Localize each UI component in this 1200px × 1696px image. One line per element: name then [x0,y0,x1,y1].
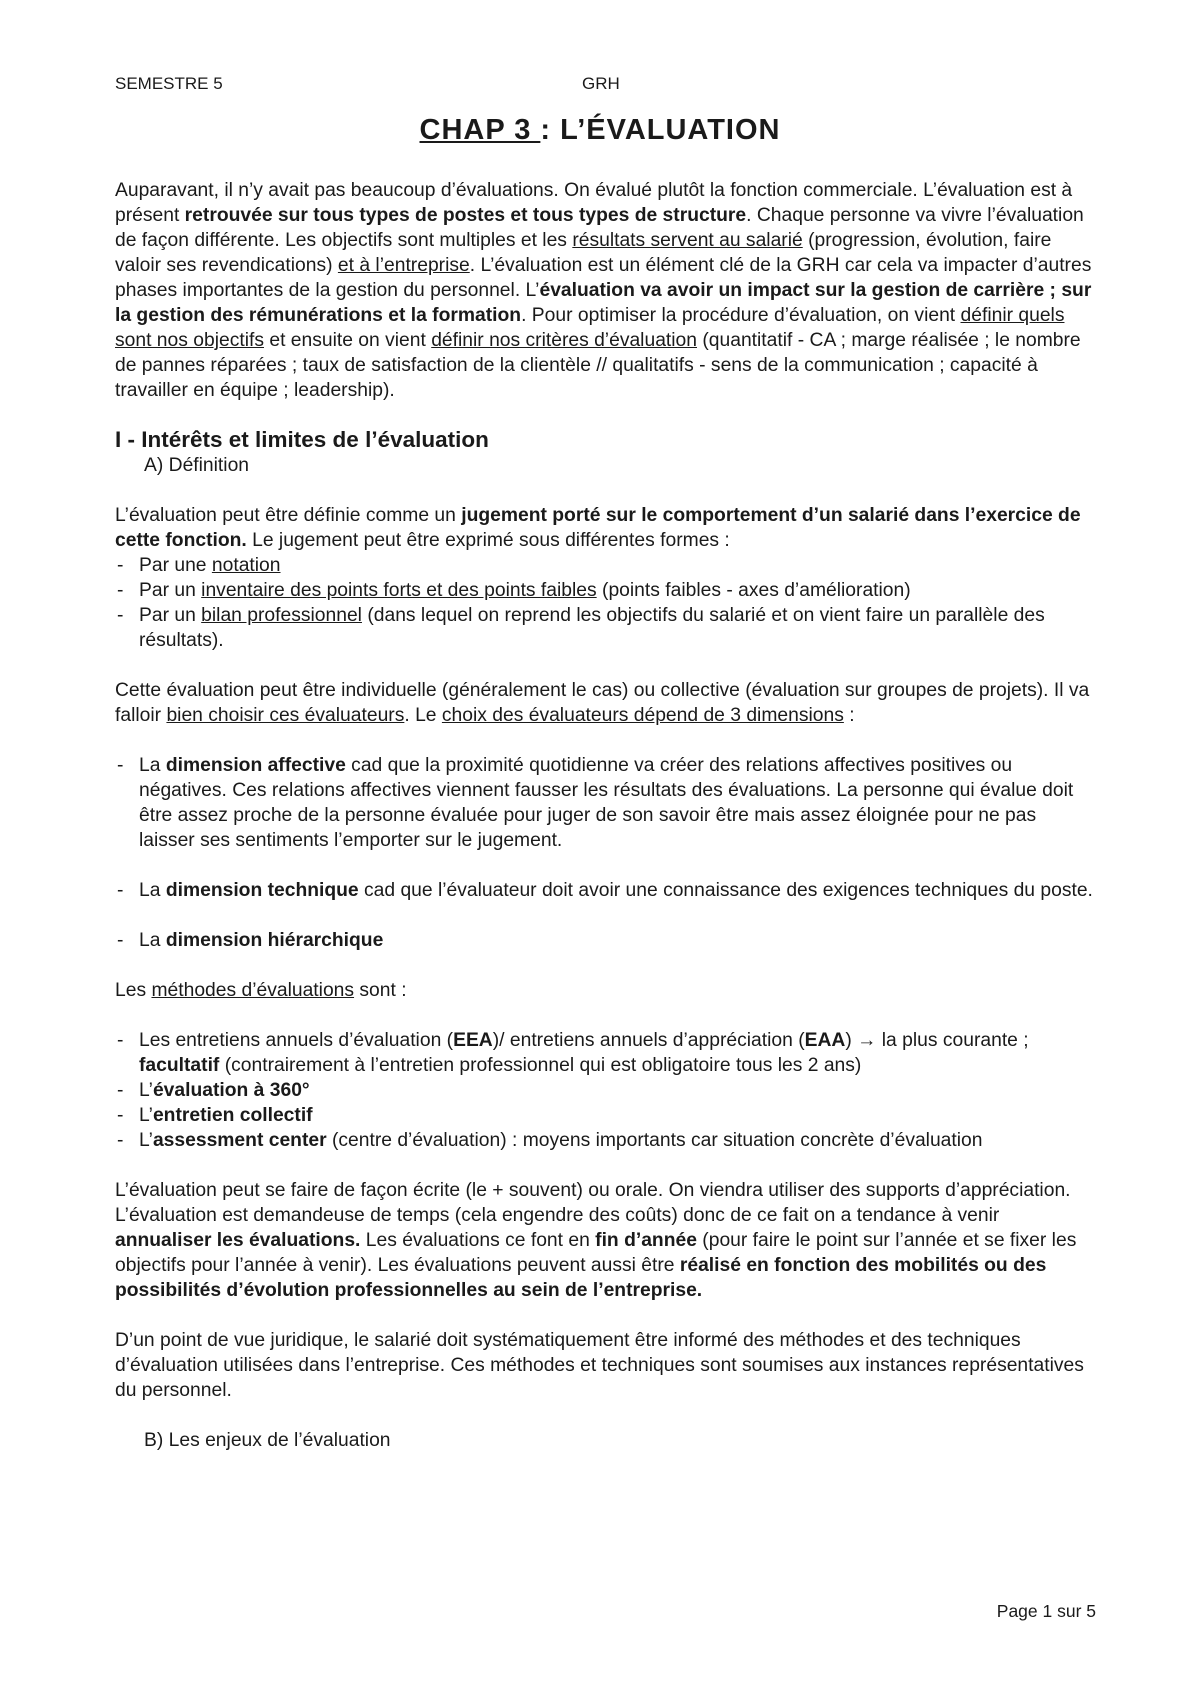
text-run: . L’évaluation est un élément clé de la GRH car cela va impacter d’autres phases importantes de la gestion du personnel. L’ [115,255,1092,301]
text-run: . Pour optimiser la procédure d’évaluation, on vient [521,305,961,326]
underlined-run: et à l’entreprise [337,255,470,276]
text-run: Par un [139,580,202,601]
text-run: Auparavant, il n’y avait pas beaucoup d’évaluations. On évalué plutôt la fonction commerciale. L’évaluation est à présent [115,180,1073,226]
underlined-run: bilan professionnel [201,605,362,626]
text-run: L’évaluation peut se faire de façon écrite (le + souvent) ou orale. On viendra utiliser des supports d’appréciation. L’évaluation est demandeuse de temps (cela engendre des coûts) donc de ce fait on a tendance à venir [115,1180,1071,1226]
text-run: La [139,755,166,776]
underlined-run: définir quels sont nos objectifs [115,305,1065,351]
subsection-b-heading: B) Les enjeux de l’évaluation [144,1430,391,1451]
list-item [115,753,1097,853]
title-chapter: CHAP 3 [419,114,541,146]
page-title [0,114,1200,147]
list-item [115,603,1097,653]
legal-paragraph: D’un point de vue juridique, le salarié doit systématiquement être informé des méthodes et des techniques d’évaluation utilisées dans l’entreprise. Ces méthodes et techniques sont soumises aux instances représentatives du personnel. [115,1330,1084,1401]
text-run: Par une [139,555,212,576]
bold-run: annualiser les évaluations. [115,1230,361,1251]
text-run: . Le [404,705,442,726]
dimension-list [115,928,1097,953]
list-item [115,928,1097,953]
text-run: Par un [139,605,202,626]
text-run: (contrairement à l’entretien professionnel qui est obligatoire tous les 2 ans) [219,1055,862,1076]
underlined-run: choix des évaluateurs dépend de 3 dimensions [441,705,844,726]
bold-run: dimension affective [165,755,346,776]
bold-run: réalisé en fonction des mobilités ou des possibilités d’évolution professionnelles au sein de l’entreprise. [115,1255,1047,1301]
text-run: )/ entretiens annuels d’appréciation ( [492,1030,805,1051]
text-run: : [843,705,855,726]
underlined-run: résultats servent au salarié [572,230,803,251]
text-run: La [139,880,166,901]
list-item [115,1078,1097,1103]
document-body [115,178,1097,1453]
text-run: cad que la proximité quotidienne va créer des relations affectives positives ou négatives. Ces relations affectives viennent fausser les résultats des évaluations. La personne qui évalue doit être assez proche de la personne évaluée pour juger de son savoir être mais assez éloignée pour ne pas laisser ses sentiments l’emporter sur le jugement. [139,755,1074,851]
text-run: Les entretiens annuels d’évaluation ( [139,1030,454,1051]
text-run: (centre d’évaluation) : moyens importants car situation concrète d’évaluation [326,1130,983,1151]
text-run: La [139,930,166,951]
bold-run: facultatif [139,1055,220,1076]
evaluators-paragraph [115,678,1097,728]
bold-run: retrouvée sur tous types de postes et tous types de structure [184,205,747,226]
text-run: ) → la plus courante ; [845,1030,1029,1051]
title-main: L’ÉVALUATION [560,114,781,146]
underlined-run: notation [211,555,281,576]
text-run: (progression, évolution, faire valoir ses revendications) [115,230,1052,276]
list-item [115,1028,1097,1078]
list-item [115,553,1097,578]
bold-run: évaluation va avoir un impact sur la gestion de carrière ; sur la gestion des rémunérations et la formation [115,280,1092,326]
text-run: et ensuite on vient [263,330,432,351]
text-run: . Chaque personne va vivre l’évaluation de façon différente. Les objectifs sont multiples et les [115,205,1084,251]
text-run: L’ [139,1130,153,1151]
underlined-run: définir nos critères d’évaluation [431,330,697,351]
text-run: Les [115,980,152,1001]
header-semester: SEMESTRE 5 [115,74,223,93]
page-number: Page 1 sur 5 [996,1601,1096,1621]
dimension-list [115,753,1097,853]
text-run: (dans lequel on reprend les objectifs du salarié et on vient faire un parallèle des résultats). [139,605,1045,651]
section-heading: I - Intérêts et limites de l’évaluation [115,427,489,452]
text-run: L’ [139,1105,153,1126]
text-run: (points faibles - axes d’amélioration) [596,580,911,601]
bold-run: dimension technique [165,880,359,901]
list-item [115,878,1097,903]
list-item [115,1128,1097,1153]
text-run: L’ [139,1080,153,1101]
text-run: Cette évaluation peut être individuelle (généralement le cas) ou collective (évaluation sur groupes de projets). Il va falloir [115,680,1090,726]
definition-paragraph [115,503,1097,553]
list-item [115,1103,1097,1128]
bold-run: évaluation à 360° [152,1080,310,1101]
text-run: Le jugement peut être exprimé sous différentes formes : [246,530,730,551]
bold-run: EEA [453,1030,493,1051]
text-run: (quantitatif - CA ; marge réalisée ; le nombre de pannes réparées ; taux de satisfaction de la clientèle // qualitatifs - sens de la communication ; capacité à travailler en équipe ; leadership). [115,330,1081,401]
subsection-a-heading: A) Définition [144,455,250,476]
text-run: Les évaluations ce font en [360,1230,596,1251]
underlined-run: bien choisir ces évaluateurs [166,705,405,726]
methods-intro [115,978,1097,1003]
forms-list [115,553,1097,653]
underlined-run: méthodes d’évaluations [151,980,355,1001]
list-item [115,578,1097,603]
written-paragraph [115,1178,1097,1303]
text-run: cad que l’évaluateur doit avoir une connaissance des exigences techniques du poste. [358,880,1093,901]
methods-list [115,1028,1097,1153]
bold-run: dimension hiérarchique [165,930,384,951]
intro-paragraph [115,178,1097,403]
dimension-list [115,878,1097,903]
text-run: sont : [354,980,407,1001]
title-colon: : [540,114,561,146]
text-run: (pour faire le point sur l’année et se fixer les objectifs pour l’année à venir). Les évaluations peuvent aussi être [115,1230,1077,1276]
bold-run: jugement porté sur le comportement d’un salarié dans l’exercice de cette fonction. [115,505,1081,551]
bold-run: entretien collectif [152,1105,313,1126]
bold-run: fin d’année [595,1230,697,1251]
underlined-run: inventaire des points forts et des points faibles [201,580,597,601]
bold-run: EAA [804,1030,846,1051]
text-run: L’évaluation peut être définie comme un [115,505,462,526]
header-subject: GRH [582,74,620,93]
bold-run: assessment center [152,1130,327,1151]
